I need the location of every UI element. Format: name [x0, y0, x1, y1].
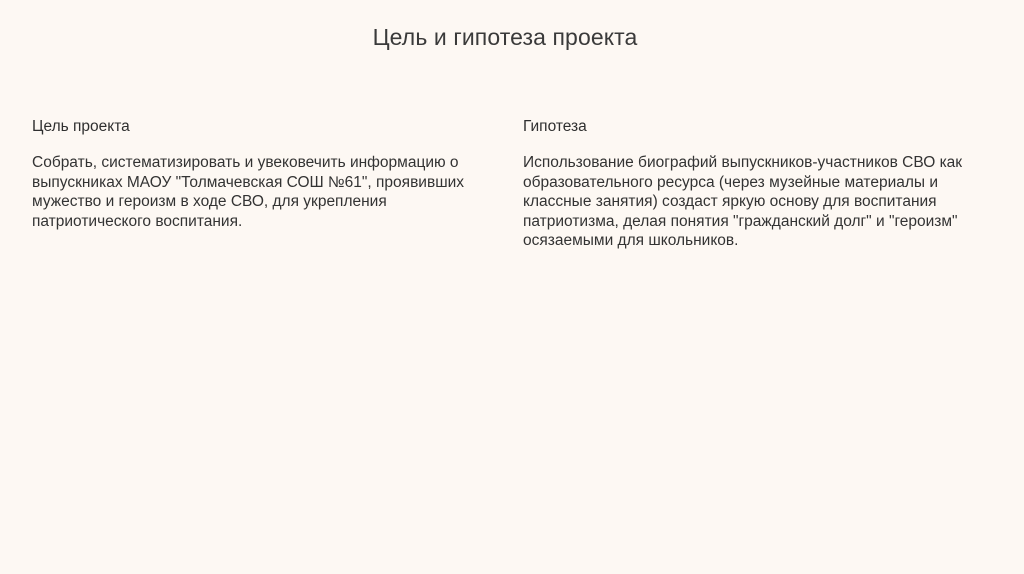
slide-title: Цель и гипотеза проекта — [372, 24, 638, 50]
hypothesis-heading: Гипотеза — [523, 118, 587, 135]
hypothesis-text: Использование биографий выпускников-участников СВО как образовательного ресурса (через музейные материалы и классные занятия) создаст яркую основу для воспитания патриотизма, делая понятия "гражданский долг" и "героизм" осязаемыми для школьников. — [523, 154, 963, 249]
goal-text: Собрать, систематизировать и увековечить информацию о выпускниках МАОУ "Толмачевская СОШ №61", проявивших мужество и героизм в ходе СВО, для укрепления патриотического воспитания. — [32, 154, 465, 230]
goal-section — [32, 117, 502, 231]
hypothesis-section — [523, 117, 1003, 251]
goal-heading: Цель проекта — [32, 118, 130, 135]
